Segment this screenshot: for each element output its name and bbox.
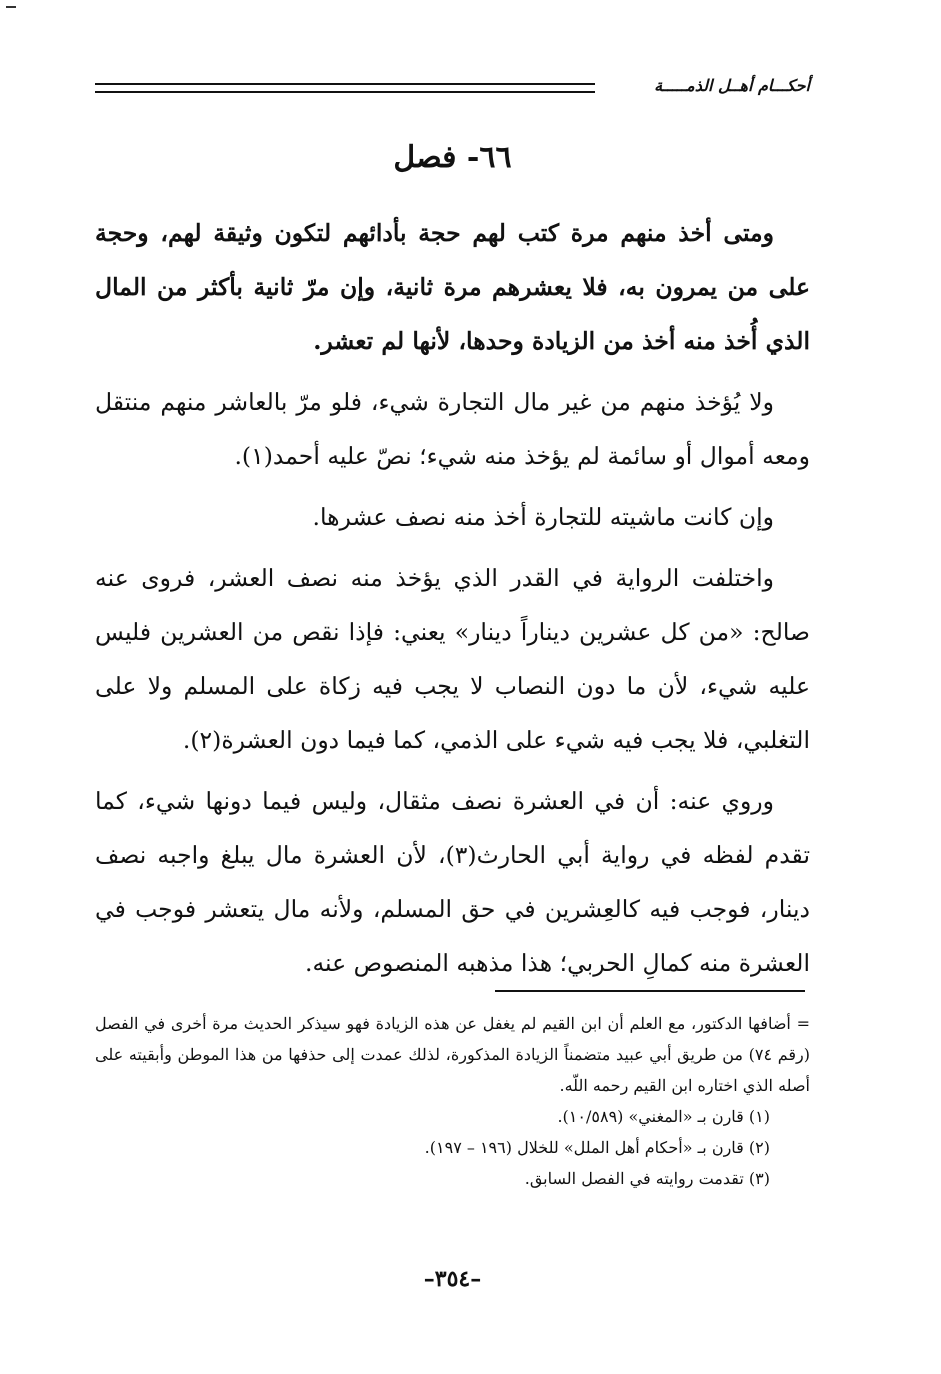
- page-number: –٣٥٤–: [423, 1266, 482, 1292]
- header-rule: [95, 83, 595, 93]
- section-heading: ٦٦- فصل: [393, 140, 512, 175]
- footnote-item: (٣) تقدمت روايته في الفصل السابق.: [524, 1169, 770, 1188]
- paragraph: ولا يُؤخذ منهم من غير مال التجارة شيء، فلو مرّ بالعاشر منهم منتقل ومعه أموال أو سائمة لم يؤخذ منه شيء؛ نصّ عليه أحمد(١).: [95, 388, 810, 470]
- footnote-separator: [495, 990, 805, 992]
- footnote-continuation: = أضافها الدكتور، مع العلم أن ابن القيم لم يغفل عن هذه الزيادة فهو سيذكر الحديث مرة أخرى في الفصل (رقم ٧٤) من طريق أبي عبيد متضمناً الزيادة المذكورة، لذلك عمدت إلى حذفها من هذا الموطن وأبقيته على أصله الذي اختاره ابن القيم رحمه اللّه.: [95, 1014, 810, 1095]
- paragraph: وروي عنه: أن في العشرة نصف مثقال، وليس فيما دونها شيء، كما تقدم لفظه في رواية أبي الحارث(٣)، لأن العشرة مال يبلغ واجبه نصف دينار، فوجب فيه كالعِشرين في حق المسلم، ولأنه مال يتعشر فوجب في العشرة منه كمالِ الحربي؛ هذا مذهبه المنصوص عنه.: [95, 787, 810, 977]
- footnotes: [95, 1008, 810, 1194]
- paragraph: واختلفت الرواية في القدر الذي يؤخذ منه نصف العشر، فروى عنه صالح: «من كل عشرين ديناراً دينار» يعني: فإذا نقص من العشرين فليس عليه شيء، لأن ما دون النصاب لا يجب فيه زكاة على المسلم ولا على التغلبي، فلا يجب فيه شيء على الذمي، كما فيما دون العشرة(٢).: [95, 564, 810, 754]
- paragraph: وإن كانت ماشيته للتجارة أخذ منه نصف عشرها.: [312, 503, 774, 531]
- paragraph: ومتى أخذ منهم مرة كتب لهم حجة بأدائهم لتكون وثيقة لهم، وحجة على من يمرون به، فلا يعشرهم مرة ثانية، وإن مرّ ثانية بأكثر من المال الذي أُخذ منه أخذ من الزيادة وحدها، لأنها لم تعشر.: [95, 219, 810, 355]
- running-header: [95, 72, 810, 100]
- body-text: [95, 206, 810, 997]
- footnote-item: (١) قارن بـ «المغني» (١٠/٥٨٩).: [557, 1107, 770, 1126]
- running-title: أحكـــام أهــل الذمـــــة: [654, 76, 810, 95]
- footnote-item: (٢) قارن بـ «أحكام أهل الملل» للخلال (١٩٦ – ١٩٧).: [424, 1138, 770, 1157]
- scan-mark: [6, 6, 16, 8]
